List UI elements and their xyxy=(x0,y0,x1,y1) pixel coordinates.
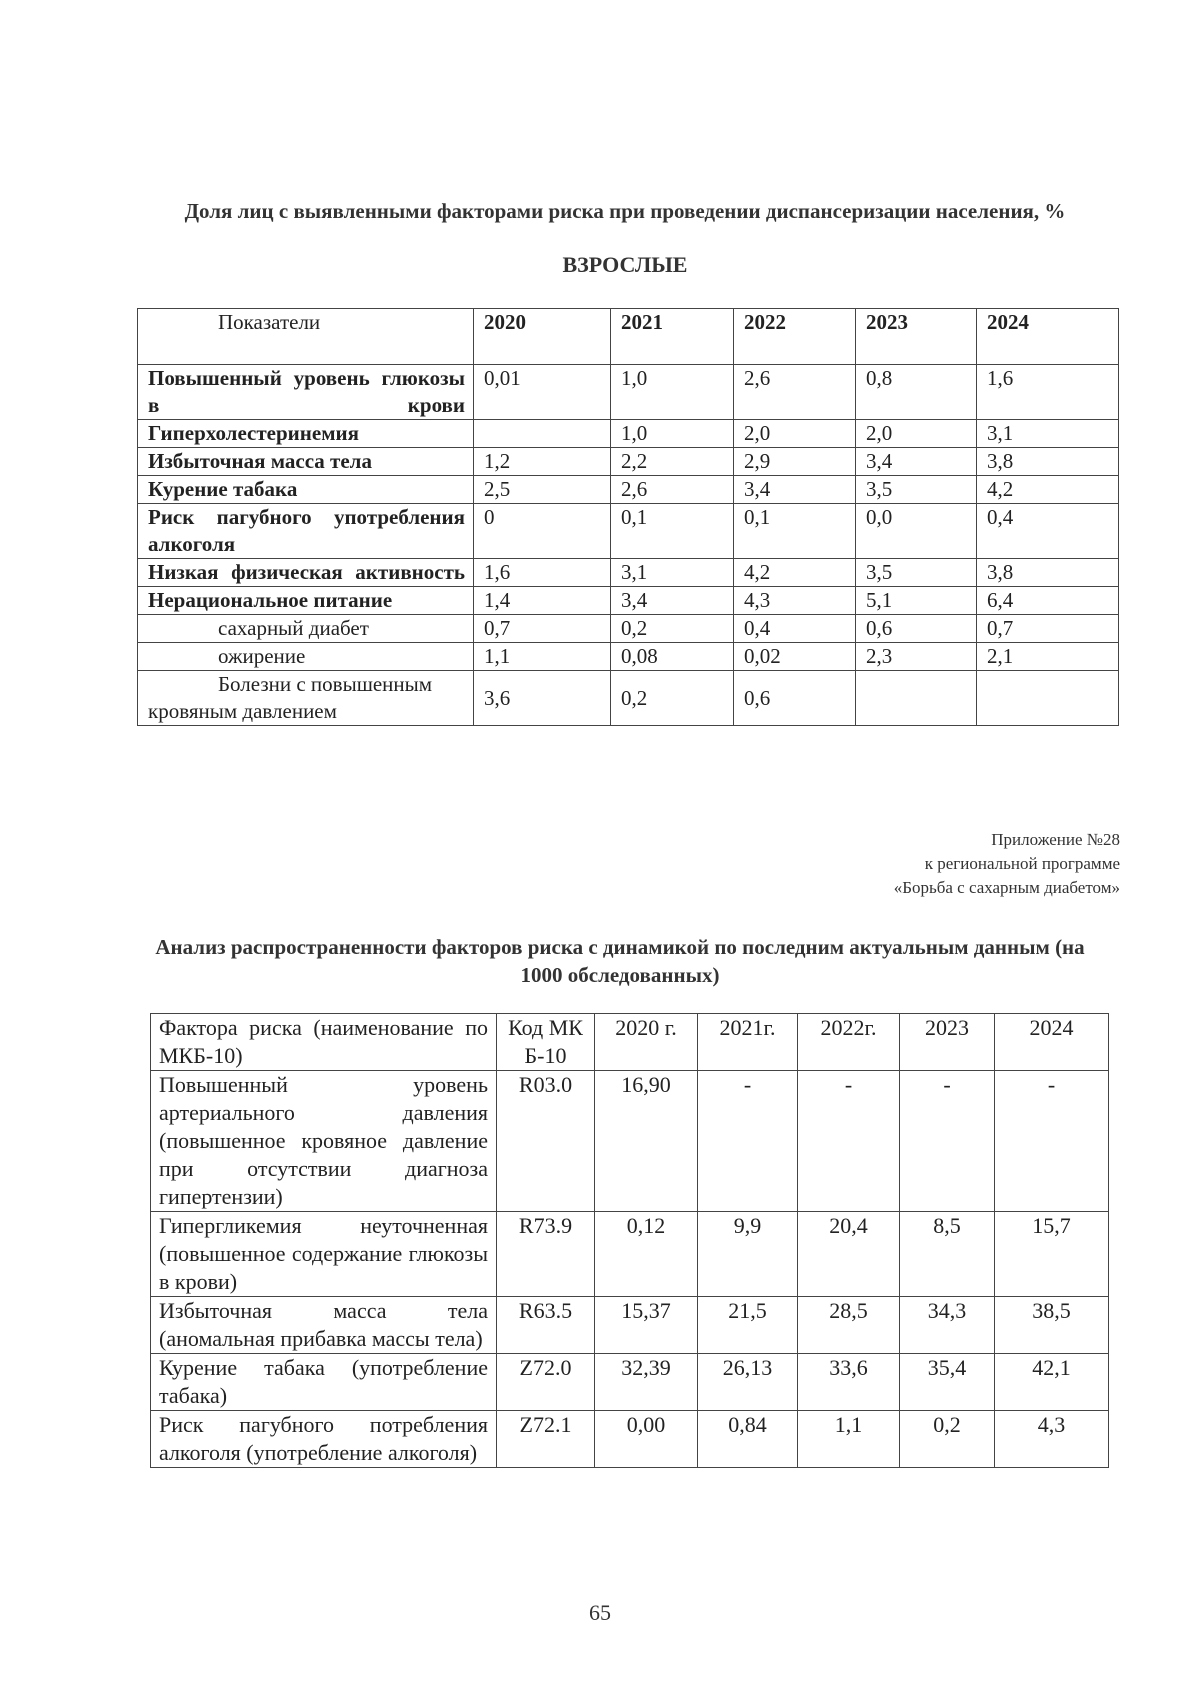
table1-subtitle: ВЗРОСЛЫЕ xyxy=(562,252,688,277)
header-cell: 2023 xyxy=(900,1014,995,1071)
code-cell: R03.0 xyxy=(497,1071,595,1212)
value-cell: 1,6 xyxy=(474,559,611,587)
table-row xyxy=(151,1297,1109,1354)
table1-header-row xyxy=(138,309,1119,365)
value-cell: 6,4 xyxy=(977,587,1119,615)
table-row xyxy=(138,448,1119,476)
value-cell: 1,0 xyxy=(611,420,734,448)
value-cell: 2,6 xyxy=(611,476,734,504)
appendix-note xyxy=(894,828,1120,900)
header-cell: 2024 xyxy=(977,309,1119,365)
value-cell: 15,7 xyxy=(995,1212,1109,1297)
value-cell: 3,1 xyxy=(977,420,1119,448)
value-cell: 15,37 xyxy=(595,1297,698,1354)
table-row xyxy=(138,365,1119,420)
value-cell: 5,1 xyxy=(856,587,977,615)
value-cell: 0,01 xyxy=(474,365,611,420)
row-label: Нерациональное питание xyxy=(138,587,474,615)
value-cell: 3,1 xyxy=(611,559,734,587)
value-cell: - xyxy=(798,1071,900,1212)
value-cell: 0,0 xyxy=(856,504,977,559)
value-cell: 0,02 xyxy=(734,643,856,671)
page-number: 65 xyxy=(589,1600,611,1625)
value-cell: 0,12 xyxy=(595,1212,698,1297)
header-cell: 2021г. xyxy=(698,1014,798,1071)
value-cell: 2,9 xyxy=(734,448,856,476)
value-cell xyxy=(856,671,977,726)
row-label: Повышенный уровень артериального давления (повышенное кровяное давление при отсутствии диагноза гипертензии) xyxy=(151,1071,497,1212)
value-cell xyxy=(977,671,1119,726)
code-cell: R63.5 xyxy=(497,1297,595,1354)
value-cell: 38,5 xyxy=(995,1297,1109,1354)
table-row xyxy=(151,1411,1109,1468)
row-label: Гиперхолестеринемия xyxy=(138,420,474,448)
value-cell: 0,1 xyxy=(734,504,856,559)
table-row xyxy=(138,615,1119,643)
value-cell: 21,5 xyxy=(698,1297,798,1354)
row-label: Избыточная масса тела (аномальная прибавка массы тела) xyxy=(151,1297,497,1354)
row-label: Повышенный уровень глюкозы в крови xyxy=(138,365,474,420)
row-label: Гипергликемия неуточненная (повышенное содержание глюкозы в крови) xyxy=(151,1212,497,1297)
value-cell: - xyxy=(900,1071,995,1212)
value-cell: 0,7 xyxy=(474,615,611,643)
value-cell: 34,3 xyxy=(900,1297,995,1354)
value-cell: - xyxy=(698,1071,798,1212)
table-row xyxy=(138,476,1119,504)
value-cell: 2,5 xyxy=(474,476,611,504)
header-cell: Код МКБ-10 xyxy=(497,1014,595,1071)
value-cell: 32,39 xyxy=(595,1354,698,1411)
value-cell: 2,2 xyxy=(611,448,734,476)
header-cell: 2023 xyxy=(856,309,977,365)
table-row xyxy=(138,643,1119,671)
value-cell: 0,08 xyxy=(611,643,734,671)
header-cell: Показатели xyxy=(138,309,474,365)
table-row xyxy=(138,504,1119,559)
value-cell: 1,6 xyxy=(977,365,1119,420)
table-row xyxy=(138,420,1119,448)
value-cell: - xyxy=(995,1071,1109,1212)
row-label: Курение табака (употребление табака) xyxy=(151,1354,497,1411)
value-cell: 0,2 xyxy=(900,1411,995,1468)
table-row xyxy=(138,559,1119,587)
value-cell: 0,6 xyxy=(734,671,856,726)
appendix-line: «Борьба с сахарным диабетом» xyxy=(893,878,1120,897)
value-cell: 0,2 xyxy=(611,615,734,643)
value-cell: 3,5 xyxy=(856,559,977,587)
value-cell: 0 xyxy=(474,504,611,559)
row-label: Болезни с повышенным кровяным давлением xyxy=(138,671,474,726)
value-cell: 2,6 xyxy=(734,365,856,420)
value-cell: 4,3 xyxy=(734,587,856,615)
header-cell: Фактора риска (наименование по МКБ-10) xyxy=(151,1014,497,1071)
value-cell: 1,1 xyxy=(798,1411,900,1468)
table2-header-row xyxy=(151,1014,1109,1071)
value-cell: 0,00 xyxy=(595,1411,698,1468)
value-cell: 4,3 xyxy=(995,1411,1109,1468)
header-cell: 2022г. xyxy=(798,1014,900,1071)
value-cell: 28,5 xyxy=(798,1297,900,1354)
value-cell: 3,6 xyxy=(474,671,611,726)
value-cell: 42,1 xyxy=(995,1354,1109,1411)
value-cell: 3,8 xyxy=(977,559,1119,587)
value-cell: 1,2 xyxy=(474,448,611,476)
value-cell: 0,8 xyxy=(856,365,977,420)
value-cell: 3,8 xyxy=(977,448,1119,476)
value-cell: 16,90 xyxy=(595,1071,698,1212)
value-cell: 3,5 xyxy=(856,476,977,504)
value-cell: 0,1 xyxy=(611,504,734,559)
value-cell: 9,9 xyxy=(698,1212,798,1297)
row-label: Низкая физическая активность xyxy=(138,559,474,587)
header-cell: 2024 xyxy=(995,1014,1109,1071)
value-cell: 0,84 xyxy=(698,1411,798,1468)
appendix-line: Приложение №28 xyxy=(991,830,1120,849)
row-label: ожирение xyxy=(138,643,474,671)
value-cell: 2,0 xyxy=(856,420,977,448)
row-label: Риск пагубного потребления алкоголя (употребление алкоголя) xyxy=(151,1411,497,1468)
value-cell: 1,1 xyxy=(474,643,611,671)
table-row xyxy=(151,1071,1109,1212)
value-cell: 4,2 xyxy=(734,559,856,587)
value-cell: 8,5 xyxy=(900,1212,995,1297)
value-cell: 4,2 xyxy=(977,476,1119,504)
header-cell: 2021 xyxy=(611,309,734,365)
row-label: Избыточная масса тела xyxy=(138,448,474,476)
value-cell: 2,1 xyxy=(977,643,1119,671)
value-cell: 0,4 xyxy=(977,504,1119,559)
value-cell: 26,13 xyxy=(698,1354,798,1411)
table-row xyxy=(138,671,1119,726)
value-cell: 0,4 xyxy=(734,615,856,643)
row-label: сахарный диабет xyxy=(138,615,474,643)
value-cell: 3,4 xyxy=(611,587,734,615)
value-cell: 2,3 xyxy=(856,643,977,671)
value-cell: 0,6 xyxy=(856,615,977,643)
code-cell: Z72.1 xyxy=(497,1411,595,1468)
value-cell: 2,0 xyxy=(734,420,856,448)
table-row xyxy=(151,1354,1109,1411)
table1-title: Доля лиц с выявленными факторами риска при проведении диспансеризации населения, % xyxy=(184,199,1066,223)
row-label: Курение табака xyxy=(138,476,474,504)
table2-title: Анализ распространенности факторов риска с динамикой по последним актуальным данным (на 1000 обследованных) xyxy=(155,935,1085,987)
table-row xyxy=(151,1212,1109,1297)
value-cell: 0,7 xyxy=(977,615,1119,643)
value-cell: 1,4 xyxy=(474,587,611,615)
value-cell: 33,6 xyxy=(798,1354,900,1411)
value-cell: 1,0 xyxy=(611,365,734,420)
header-cell: 2022 xyxy=(734,309,856,365)
risk-factor-prevalence-table xyxy=(150,1013,1109,1468)
value-cell: 3,4 xyxy=(856,448,977,476)
row-label: Риск пагубного употребления алкоголя xyxy=(138,504,474,559)
header-cell: 2020 xyxy=(474,309,611,365)
value-cell: 35,4 xyxy=(900,1354,995,1411)
code-cell: Z72.0 xyxy=(497,1354,595,1411)
code-cell: R73.9 xyxy=(497,1212,595,1297)
table-row xyxy=(138,587,1119,615)
header-cell: 2020 г. xyxy=(595,1014,698,1071)
value-cell: 3,4 xyxy=(734,476,856,504)
value-cell: 20,4 xyxy=(798,1212,900,1297)
adults-risk-factors-table xyxy=(137,308,1119,726)
appendix-line: к региональной программе xyxy=(924,854,1120,873)
value-cell xyxy=(474,420,611,448)
value-cell: 0,2 xyxy=(611,671,734,726)
